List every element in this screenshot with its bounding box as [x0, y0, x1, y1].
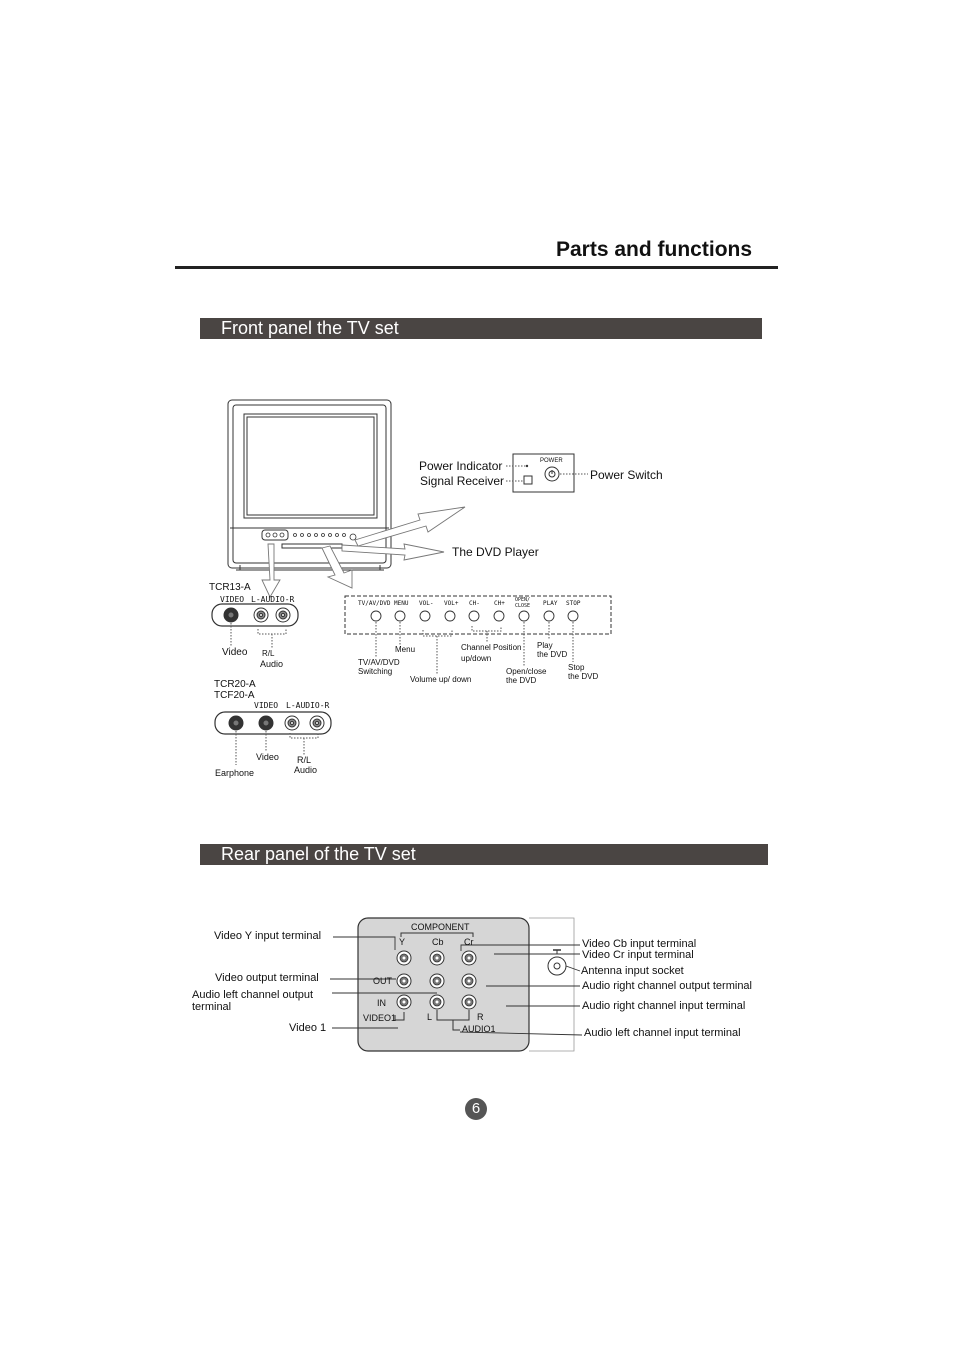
label-antenna: Antenna input socket: [581, 965, 684, 977]
audio1-label: AUDIO1: [462, 1024, 496, 1034]
desc-play-2: the DVD: [537, 650, 568, 659]
desc-open-1: Open/close: [506, 667, 547, 676]
btn-label-play: PLAY: [543, 600, 558, 607]
l-label: L: [427, 1012, 433, 1022]
jack-audio-label-2: L-AUDIO-R: [286, 701, 330, 710]
label-video-cb: Video Cb input terminal: [582, 938, 697, 950]
power-indicator-led: [526, 465, 528, 467]
section-title-front: Front panel the TV set: [221, 318, 399, 338]
out-label: OUT: [373, 976, 392, 986]
page-number: 6: [465, 1098, 487, 1120]
in-label: IN: [377, 998, 386, 1008]
desc-volume: Volume up/ down: [410, 675, 472, 684]
label-video-cr: Video Cr input terminal: [582, 949, 694, 961]
label-video-out: Video output terminal: [215, 972, 319, 984]
desc-menu: Menu: [395, 645, 416, 654]
component-label: COMPONENT: [411, 922, 470, 932]
desc-channel-1: Channel Position: [461, 643, 522, 652]
audio-label-2: Audio: [294, 765, 318, 775]
desc-stop-1: Stop: [568, 663, 585, 672]
rl-label-1: R/L: [262, 649, 275, 658]
cr-label: Cr: [464, 937, 474, 947]
btn-label-open: OPEN/: [515, 597, 531, 603]
btn-label-stop: STOP: [566, 600, 581, 607]
rl-label-2: R/L: [297, 755, 312, 765]
jack-video-label-2: VIDEO: [254, 701, 279, 710]
cb-label: Cb: [432, 937, 444, 947]
label-video-1: Video 1: [289, 1022, 327, 1034]
model-tcf20a: TCF20-A: [214, 690, 255, 701]
btn-label-ch-minus: CH-: [469, 600, 480, 607]
power-indicator-label: Power Indicator: [419, 459, 503, 473]
jack-audio-label-1: L-AUDIO-R: [251, 595, 295, 604]
desc-channel-2: up/down: [461, 654, 492, 663]
earphone-label: Earphone: [215, 768, 255, 778]
audio-label-1: Audio: [260, 659, 284, 669]
model-tcr13a: TCR13-A: [209, 582, 251, 593]
r-label: R: [477, 1012, 484, 1022]
label-audio-left-out-1: Audio left channel output: [192, 989, 314, 1001]
page-title: Parts and functions: [556, 238, 753, 261]
power-text: POWER: [540, 458, 563, 464]
video-label-1: Video: [222, 647, 248, 658]
desc-tvavdvd: TV/AV/DVD: [358, 658, 400, 667]
btn-label-vol-plus: VOL+: [444, 600, 459, 607]
label-video-y: Video Y input terminal: [214, 930, 322, 942]
arrow-to-buttons: [322, 546, 352, 588]
label-audio-right-in: Audio right channel input terminal: [582, 1000, 746, 1012]
arrow-to-dvd: [342, 544, 444, 560]
model-tcr20a: TCR20-A: [214, 679, 256, 690]
btn-label-vol-minus: VOL-: [419, 600, 434, 607]
section-title-rear: Rear panel of the TV set: [221, 844, 416, 864]
label-audio-right-out: Audio right channel output terminal: [582, 980, 752, 992]
btn-label-ch-plus: CH+: [494, 600, 505, 607]
signal-receiver-label: Signal Receiver: [420, 474, 505, 488]
video-label-2: Video: [256, 752, 279, 762]
btn-label-menu: MENU: [394, 600, 409, 607]
power-switch-label: Power Switch: [590, 468, 663, 482]
desc-switching: Switching: [358, 667, 393, 676]
btn-label-tvavdvd: TV/AV/DVD: [358, 600, 391, 607]
signal-receiver-window: [524, 476, 532, 484]
video1-label: VIDEO1: [363, 1013, 397, 1023]
label-audio-left-in: Audio left channel input terminal: [584, 1027, 741, 1039]
btn-label-close: CLOSE: [515, 603, 531, 609]
tv-illustration: [228, 400, 391, 570]
desc-play-1: Play: [537, 641, 553, 650]
desc-open-2: the DVD: [506, 676, 537, 685]
label-audio-left-out-2: terminal: [192, 1001, 232, 1013]
y-label: Y: [399, 937, 406, 947]
dvd-player-label: The DVD Player: [452, 545, 539, 559]
desc-stop-2: the DVD: [568, 672, 599, 681]
jack-video-label-1: VIDEO: [220, 595, 245, 604]
